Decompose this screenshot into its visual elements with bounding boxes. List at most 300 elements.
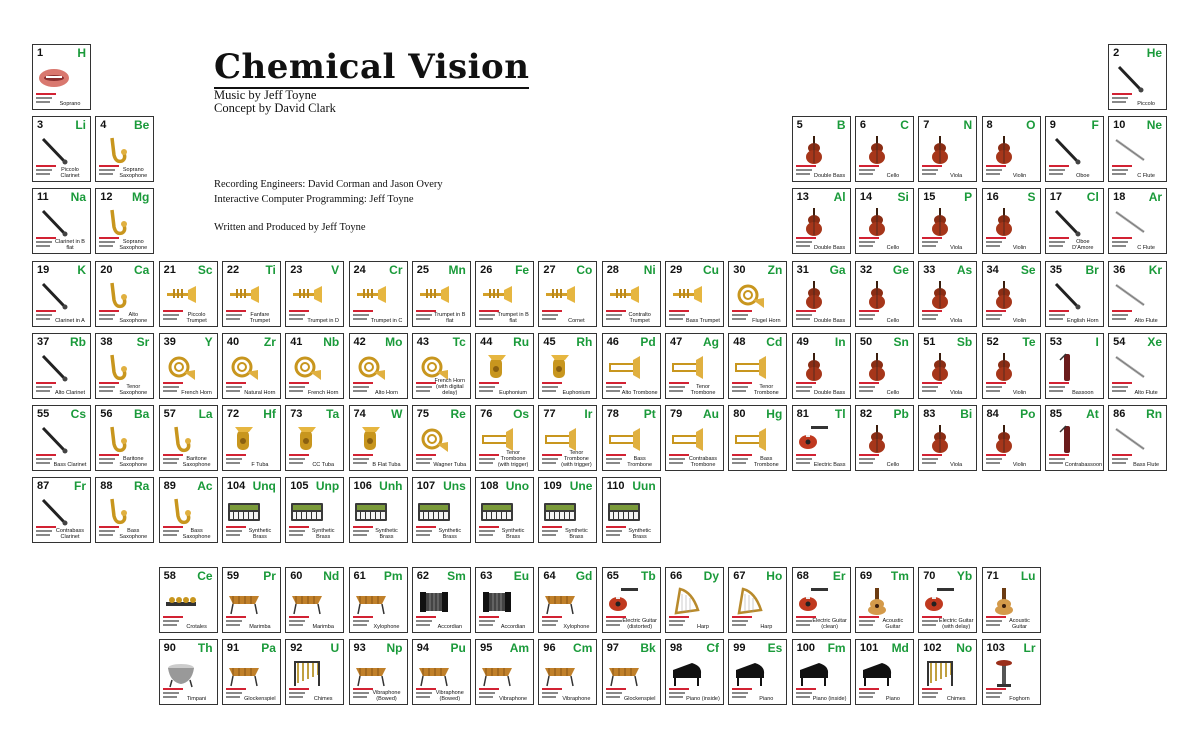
instrument-name: Alto Horn bbox=[375, 389, 398, 396]
atomic-number: 48 bbox=[733, 335, 746, 348]
element-cell-er[interactable] bbox=[792, 567, 851, 633]
element-cell-nd[interactable] bbox=[285, 567, 344, 633]
atomic-number: 85 bbox=[1049, 408, 1063, 420]
element-cell-li[interactable] bbox=[32, 116, 91, 182]
element-cell-bk[interactable] bbox=[602, 639, 661, 705]
element-cell-sr[interactable] bbox=[95, 333, 154, 399]
element-cell-dy[interactable] bbox=[665, 567, 724, 633]
element-cell-ce[interactable] bbox=[159, 567, 218, 633]
atomic-number: 60 bbox=[290, 570, 303, 582]
element-cell-k[interactable] bbox=[32, 261, 91, 327]
element-name-mark bbox=[732, 688, 752, 690]
detail-mark bbox=[36, 458, 52, 460]
synth-icon bbox=[543, 496, 577, 526]
atomic-number: 70 bbox=[923, 570, 936, 582]
element-cell-hf[interactable] bbox=[222, 405, 281, 471]
element-symbol: Br bbox=[1085, 262, 1099, 277]
element-cell-pm[interactable] bbox=[349, 567, 408, 633]
instrument-name: F Tuba bbox=[251, 462, 269, 468]
element-symbol: Tc bbox=[452, 334, 466, 349]
instrument-name: Trumpet in B flat bbox=[434, 311, 466, 324]
element-cell-lr[interactable] bbox=[982, 639, 1041, 705]
element-cell-in[interactable] bbox=[792, 333, 851, 399]
atomic-number: 20 bbox=[100, 263, 113, 276]
element-cell-cf[interactable] bbox=[665, 639, 724, 705]
detail-mark bbox=[922, 318, 936, 320]
instrument-name: Alto Flute bbox=[1134, 389, 1158, 396]
element-cell-ta[interactable] bbox=[285, 405, 344, 471]
element-cell-sm[interactable] bbox=[412, 567, 471, 633]
element-cell-th[interactable] bbox=[159, 639, 218, 705]
tuba-icon bbox=[227, 424, 261, 454]
atomic-number: 34 bbox=[986, 263, 999, 276]
element-cell-la[interactable] bbox=[159, 405, 218, 471]
element-cell-p[interactable] bbox=[918, 188, 977, 254]
element-cell-np[interactable] bbox=[349, 639, 408, 705]
element-cell-ge[interactable] bbox=[855, 261, 914, 327]
element-cell-rn[interactable] bbox=[1108, 405, 1167, 471]
horn-icon bbox=[733, 280, 767, 310]
trombone-icon bbox=[733, 424, 767, 454]
atomic-number: 50 bbox=[859, 335, 873, 348]
detail-mark bbox=[479, 530, 495, 532]
instrument-name: Synthetic Brass bbox=[628, 528, 651, 541]
bassoon-icon bbox=[1050, 352, 1084, 382]
element-cell-tb[interactable] bbox=[602, 567, 661, 633]
detail-mark bbox=[36, 173, 50, 175]
element-cell-fe[interactable] bbox=[475, 261, 534, 327]
element-cell-o[interactable] bbox=[982, 116, 1041, 182]
atomic-number: 58 bbox=[163, 570, 176, 582]
element-cell-b[interactable] bbox=[792, 116, 851, 182]
element-cell-ar[interactable] bbox=[1108, 188, 1167, 254]
page-title: Chemical Vision bbox=[214, 47, 530, 87]
element-cell-hg[interactable] bbox=[728, 405, 787, 471]
element-cell-v[interactable] bbox=[285, 261, 344, 327]
element-name-mark bbox=[796, 237, 816, 239]
engineers-credit: Recording Engineers: David Corman and Jason Overy bbox=[214, 179, 443, 190]
element-cell-uun[interactable] bbox=[602, 477, 661, 543]
element-symbol: Es bbox=[767, 641, 783, 655]
trumpet-icon bbox=[290, 280, 324, 310]
detail-mark bbox=[669, 462, 683, 464]
atomic-number: 4 bbox=[100, 119, 107, 132]
element-name-mark bbox=[986, 688, 1006, 690]
element-cell-au[interactable] bbox=[665, 405, 724, 471]
saxophone-icon bbox=[100, 207, 134, 237]
foghorn-icon bbox=[987, 658, 1021, 688]
atomic-number: 19 bbox=[37, 263, 50, 276]
element-symbol: Sr bbox=[136, 334, 150, 349]
element-cell-n[interactable] bbox=[918, 116, 977, 182]
detail-mark bbox=[542, 696, 556, 698]
instrument-name: Bass Saxophone bbox=[119, 528, 148, 541]
atomic-number: 31 bbox=[796, 263, 809, 276]
detail-mark bbox=[986, 624, 1000, 626]
element-cell-ti[interactable] bbox=[222, 261, 281, 327]
element-name-mark bbox=[922, 165, 942, 167]
element-symbol: Te bbox=[1022, 334, 1036, 349]
detail-mark bbox=[416, 462, 430, 464]
detail-mark bbox=[226, 620, 242, 622]
atomic-number: 65 bbox=[606, 570, 619, 582]
detail-mark bbox=[36, 314, 52, 316]
element-cell-cl[interactable] bbox=[1045, 188, 1104, 254]
element-cell-fr[interactable] bbox=[32, 477, 91, 543]
element-cell-ru[interactable] bbox=[475, 333, 534, 399]
synth-icon bbox=[227, 496, 261, 526]
element-cell-nb[interactable] bbox=[285, 333, 344, 399]
accordion-icon bbox=[480, 586, 514, 616]
atomic-number: 79 bbox=[670, 408, 683, 420]
element-cell-po[interactable] bbox=[982, 405, 1041, 471]
atomic-number: 55 bbox=[37, 408, 50, 420]
element-cell-tc[interactable] bbox=[412, 333, 471, 399]
atomic-number: 56 bbox=[100, 408, 113, 420]
atomic-number: 45 bbox=[543, 335, 556, 348]
element-name-mark bbox=[922, 237, 942, 239]
element-name-mark bbox=[986, 382, 1006, 384]
element-name-mark bbox=[353, 382, 373, 384]
element-symbol: Unq bbox=[252, 479, 276, 494]
element-cell-sn[interactable] bbox=[855, 333, 914, 399]
atomic-number: 22 bbox=[226, 263, 240, 276]
element-cell-am[interactable] bbox=[475, 639, 534, 705]
element-cell-lu[interactable] bbox=[982, 567, 1041, 633]
detail-mark bbox=[859, 386, 875, 388]
element-symbol: P bbox=[964, 190, 973, 205]
element-name-mark bbox=[353, 616, 373, 618]
detail-mark bbox=[416, 624, 430, 626]
element-cell-zn[interactable] bbox=[728, 261, 787, 327]
detail-mark bbox=[99, 462, 113, 464]
element-cell-se[interactable] bbox=[982, 261, 1041, 327]
instrument-name: Chimes bbox=[946, 696, 966, 702]
detail-mark bbox=[669, 696, 683, 698]
string-icon bbox=[923, 424, 957, 454]
element-cell-as[interactable] bbox=[918, 261, 977, 327]
detail-mark bbox=[353, 692, 369, 694]
element-cell-yb[interactable] bbox=[918, 567, 977, 633]
element-cell-i[interactable] bbox=[1045, 333, 1104, 399]
element-name-mark bbox=[1112, 382, 1132, 384]
element-name-mark bbox=[1112, 454, 1132, 456]
element-symbol: F bbox=[1091, 118, 1099, 133]
string-icon bbox=[797, 207, 831, 237]
credits bbox=[214, 177, 634, 235]
element-cell-ir[interactable] bbox=[538, 405, 597, 471]
element-name-mark bbox=[922, 454, 942, 456]
piano-icon bbox=[860, 658, 894, 688]
instrument-name: Bass Clarinet bbox=[53, 462, 87, 468]
element-cell-ac[interactable] bbox=[159, 477, 218, 543]
element-cell-pt[interactable] bbox=[602, 405, 661, 471]
detail-mark bbox=[36, 169, 52, 171]
element-cell-tl[interactable] bbox=[792, 405, 851, 471]
atomic-number: 66 bbox=[670, 570, 683, 582]
element-name-mark bbox=[353, 454, 373, 456]
instrument-name: Violin bbox=[1012, 462, 1027, 468]
trombone-icon bbox=[670, 424, 704, 454]
element-cell-c[interactable] bbox=[855, 116, 914, 182]
atomic-number: 38 bbox=[100, 335, 113, 348]
element-cell-pr[interactable] bbox=[222, 567, 281, 633]
element-cell-cs[interactable] bbox=[32, 405, 91, 471]
detail-mark bbox=[36, 534, 50, 536]
detail-mark bbox=[1049, 318, 1063, 320]
woodwind-icon bbox=[37, 424, 71, 454]
harp-icon bbox=[733, 586, 767, 616]
detail-mark bbox=[1112, 169, 1128, 171]
instrument-name: Wagner Tuba bbox=[433, 462, 467, 468]
element-cell-w[interactable] bbox=[349, 405, 408, 471]
atomic-number: 106 bbox=[353, 480, 372, 493]
element-cell-sb[interactable] bbox=[918, 333, 977, 399]
element-cell-he[interactable] bbox=[1108, 44, 1167, 110]
element-cell-s[interactable] bbox=[982, 188, 1041, 254]
element-cell-al[interactable] bbox=[792, 188, 851, 254]
element-symbol: Cu bbox=[703, 262, 719, 277]
detail-mark bbox=[99, 534, 113, 536]
detail-mark bbox=[353, 624, 367, 626]
element-cell-une[interactable] bbox=[538, 477, 597, 543]
element-cell-kr[interactable] bbox=[1108, 261, 1167, 327]
element-cell-ca[interactable] bbox=[95, 261, 154, 327]
instrument-name: Electric Guitar (distorted) bbox=[622, 618, 657, 630]
synth-icon bbox=[417, 496, 451, 526]
element-cell-cm[interactable] bbox=[538, 639, 597, 705]
horn-icon bbox=[417, 424, 451, 454]
element-cell-os[interactable] bbox=[475, 405, 534, 471]
element-cell-unq[interactable] bbox=[222, 477, 281, 543]
element-cell-y[interactable] bbox=[159, 333, 218, 399]
element-cell-bi[interactable] bbox=[918, 405, 977, 471]
detail-mark bbox=[226, 624, 240, 626]
instrument-name: Synthetic Brass bbox=[438, 528, 462, 541]
element-cell-co[interactable] bbox=[538, 261, 597, 327]
detail-mark bbox=[542, 692, 558, 694]
element-symbol: Ir bbox=[584, 407, 593, 421]
instrument-name: Violin bbox=[1012, 389, 1027, 396]
detail-mark bbox=[289, 620, 305, 622]
detail-mark bbox=[606, 462, 620, 464]
detail-mark bbox=[416, 530, 432, 532]
atomic-number: 47 bbox=[670, 335, 683, 348]
instrument-name: Baritone Saxophone bbox=[119, 456, 148, 468]
instrument-name: Alto Flute bbox=[1134, 317, 1158, 324]
instrument-name: Bass Trombone bbox=[627, 456, 653, 468]
element-cell-xe[interactable] bbox=[1108, 333, 1167, 399]
element-name-mark bbox=[1112, 93, 1132, 95]
trumpet-icon bbox=[354, 280, 388, 310]
instrument-name: Soprano Saxophone bbox=[119, 239, 148, 252]
element-symbol: Os bbox=[513, 407, 530, 421]
atomic-number: 76 bbox=[480, 408, 493, 420]
element-cell-pa[interactable] bbox=[222, 639, 281, 705]
element-cell-re[interactable] bbox=[412, 405, 471, 471]
element-name-mark bbox=[859, 382, 879, 384]
element-name-mark bbox=[1049, 382, 1069, 384]
atomic-number: 77 bbox=[543, 408, 556, 420]
instrument-name: French Horn bbox=[181, 389, 212, 396]
element-name-mark bbox=[289, 310, 309, 312]
element-cell-cu[interactable] bbox=[665, 261, 724, 327]
instrument-name: Piccolo bbox=[1137, 101, 1155, 107]
detail-mark bbox=[416, 314, 432, 316]
element-name-mark bbox=[922, 382, 942, 384]
element-cell-mo[interactable] bbox=[349, 333, 408, 399]
element-symbol: Ac bbox=[197, 479, 213, 494]
detail-mark bbox=[922, 245, 936, 247]
element-cell-br[interactable] bbox=[1045, 261, 1104, 327]
element-cell-be[interactable] bbox=[95, 116, 154, 182]
element-symbol: He bbox=[1146, 46, 1163, 60]
atomic-number: 57 bbox=[163, 408, 176, 420]
element-cell-rb[interactable] bbox=[32, 333, 91, 399]
detail-mark bbox=[986, 696, 1000, 698]
detail-mark bbox=[226, 692, 242, 694]
detail-mark bbox=[859, 241, 875, 243]
element-cell-h[interactable] bbox=[32, 44, 91, 110]
element-cell-uns[interactable] bbox=[412, 477, 471, 543]
element-cell-at[interactable] bbox=[1045, 405, 1104, 471]
guitar-icon bbox=[923, 586, 957, 616]
detail-mark bbox=[479, 462, 493, 464]
produced-credit: Written and Produced by Jeff Toyne bbox=[214, 222, 366, 233]
element-cell-unh[interactable] bbox=[349, 477, 408, 543]
element-cell-cr[interactable] bbox=[349, 261, 408, 327]
element-cell-gd[interactable] bbox=[538, 567, 597, 633]
element-name-mark bbox=[416, 454, 436, 456]
detail-mark bbox=[606, 386, 622, 388]
element-cell-u[interactable] bbox=[285, 639, 344, 705]
flute-icon bbox=[1113, 424, 1147, 454]
instrument-name: Vibraphone (Bowed) bbox=[435, 690, 464, 702]
element-name-mark bbox=[986, 454, 1006, 456]
element-cell-f[interactable] bbox=[1045, 116, 1104, 182]
element-cell-tm[interactable] bbox=[855, 567, 914, 633]
detail-mark bbox=[1049, 462, 1063, 464]
detail-mark bbox=[606, 390, 620, 392]
element-name-mark bbox=[289, 454, 309, 456]
element-cell-pu[interactable] bbox=[412, 639, 471, 705]
element-cell-zr[interactable] bbox=[222, 333, 281, 399]
element-cell-ho[interactable] bbox=[728, 567, 787, 633]
detail-mark bbox=[986, 692, 1002, 694]
element-symbol: Re bbox=[450, 407, 466, 421]
detail-mark bbox=[986, 458, 1002, 460]
saxophone-icon bbox=[164, 496, 198, 526]
element-name-mark bbox=[542, 688, 562, 690]
element-cell-mn[interactable] bbox=[412, 261, 471, 327]
trombone-icon bbox=[733, 352, 767, 382]
element-cell-ga[interactable] bbox=[792, 261, 851, 327]
header bbox=[214, 48, 634, 235]
detail-mark bbox=[289, 314, 305, 316]
element-symbol: Zr bbox=[263, 334, 276, 349]
detail-mark bbox=[859, 245, 873, 247]
instrument-name: Cello bbox=[886, 245, 900, 252]
woodwind-icon bbox=[37, 496, 71, 526]
detail-mark bbox=[542, 318, 556, 320]
element-cell-ne[interactable] bbox=[1108, 116, 1167, 182]
detail-mark bbox=[1049, 245, 1063, 247]
element-cell-te[interactable] bbox=[982, 333, 1041, 399]
detail-mark bbox=[986, 620, 1002, 622]
element-symbol: Pd bbox=[640, 334, 656, 349]
detail-mark bbox=[542, 530, 558, 532]
element-cell-fm[interactable] bbox=[792, 639, 851, 705]
instrument-name: French Horn bbox=[307, 389, 339, 396]
detail-mark bbox=[669, 314, 685, 316]
element-cell-si[interactable] bbox=[855, 188, 914, 254]
detail-mark bbox=[226, 318, 240, 320]
atomic-number: 86 bbox=[1113, 408, 1126, 420]
flute-icon bbox=[1113, 135, 1147, 165]
element-cell-eu[interactable] bbox=[475, 567, 534, 633]
atomic-number: 75 bbox=[416, 408, 430, 420]
instrument-name: Xylophone bbox=[373, 624, 400, 630]
instrument-name: Violin bbox=[1012, 173, 1027, 180]
element-name-mark bbox=[416, 616, 436, 618]
element-cell-unp[interactable] bbox=[285, 477, 344, 543]
atomic-number: 13 bbox=[796, 191, 809, 204]
element-cell-pb[interactable] bbox=[855, 405, 914, 471]
element-name-mark bbox=[542, 616, 562, 618]
element-cell-ni[interactable] bbox=[602, 261, 661, 327]
element-cell-ag[interactable] bbox=[665, 333, 724, 399]
element-cell-uno[interactable] bbox=[475, 477, 534, 543]
element-symbol: Tl bbox=[834, 407, 846, 421]
chimes-icon bbox=[923, 658, 957, 688]
atomic-number: 11 bbox=[37, 191, 49, 204]
element-symbol: U bbox=[330, 641, 340, 655]
element-symbol: Al bbox=[833, 190, 846, 205]
element-cell-ba[interactable] bbox=[95, 405, 154, 471]
element-cell-es[interactable] bbox=[728, 639, 787, 705]
instrument-name: Baritone Saxophone bbox=[182, 456, 211, 468]
element-cell-pd[interactable] bbox=[602, 333, 661, 399]
element-cell-no[interactable] bbox=[918, 639, 977, 705]
detail-mark bbox=[226, 462, 240, 464]
element-symbol: Sc bbox=[197, 262, 213, 277]
element-name-mark bbox=[669, 616, 689, 618]
element-cell-ra[interactable] bbox=[95, 477, 154, 543]
string-icon bbox=[797, 280, 831, 310]
atomic-number: 101 bbox=[859, 642, 879, 654]
detail-mark bbox=[542, 462, 556, 464]
element-cell-rh[interactable] bbox=[538, 333, 597, 399]
instrument-name: Chimes bbox=[313, 696, 333, 702]
element-cell-sc[interactable] bbox=[159, 261, 218, 327]
detail-mark bbox=[542, 390, 556, 392]
element-symbol: Uns bbox=[443, 479, 466, 494]
element-cell-cd[interactable] bbox=[728, 333, 787, 399]
atomic-number: 9 bbox=[1049, 119, 1056, 132]
element-cell-md[interactable] bbox=[855, 639, 914, 705]
tuba-icon bbox=[543, 352, 577, 382]
atomic-number: 69 bbox=[859, 570, 873, 582]
detail-mark bbox=[163, 386, 179, 388]
element-symbol: Er bbox=[832, 569, 846, 583]
atomic-number: 59 bbox=[226, 570, 240, 582]
atomic-number: 44 bbox=[480, 335, 493, 348]
instrument-name: Trumpet in D bbox=[307, 317, 339, 324]
element-cell-na[interactable] bbox=[32, 188, 91, 254]
atomic-number: 73 bbox=[290, 408, 303, 420]
element-symbol: Fm bbox=[827, 641, 846, 655]
element-cell-mg[interactable] bbox=[95, 188, 154, 254]
